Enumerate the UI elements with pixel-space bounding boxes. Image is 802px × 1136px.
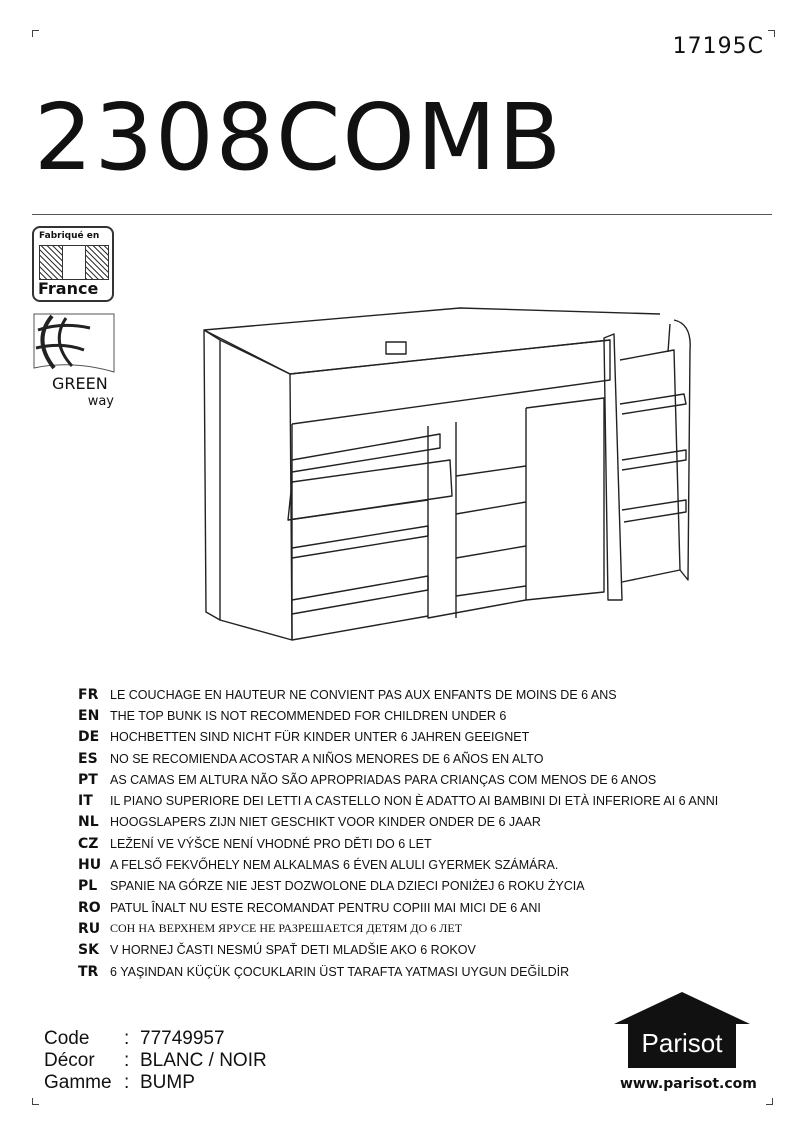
language-code: SK	[78, 942, 99, 959]
warning-text: HOOGSLAPERS ZIJN NIET GESCHIKT VOOR KINDER ONDER DE 6 JAAR	[110, 815, 541, 830]
code-row	[44, 1028, 267, 1050]
warning-row	[78, 940, 718, 961]
badge-country-label: France	[38, 279, 99, 298]
decor-value: BLANC / NOIR	[140, 1050, 267, 1071]
header-divider	[32, 214, 772, 215]
separator: :	[124, 1050, 130, 1071]
decor-label: Décor	[44, 1050, 95, 1071]
warning-text: HOCHBETTEN SIND NICHT FÜR KINDER UNTER 6 JAHREN GEEIGNET	[110, 730, 530, 745]
language-code: NL	[78, 814, 99, 831]
warning-row	[78, 918, 718, 939]
crop-mark-top-right	[768, 30, 775, 37]
warning-row	[78, 748, 718, 769]
warning-row	[78, 705, 718, 726]
made-in-france-badge	[32, 226, 114, 302]
language-code: HU	[78, 857, 102, 874]
language-code: CZ	[78, 835, 99, 852]
way-label: way	[87, 394, 114, 409]
globe-icon	[32, 312, 116, 374]
warning-row	[78, 854, 718, 875]
gamme-value: BUMP	[140, 1072, 195, 1093]
crop-mark-bottom-right	[766, 1098, 773, 1105]
warning-text: 6 YAŞINDAN KÜÇÜK ÇOCUKLARIN ÜST TARAFTA YATMASI UYGUN DEĞİLDİR	[110, 964, 570, 979]
warning-text: LE COUCHAGE EN HAUTEUR NE CONVIENT PAS AUX ENFANTS DE MOINS DE 6 ANS	[110, 687, 617, 702]
product-info	[44, 1028, 267, 1094]
warning-row	[78, 961, 718, 982]
warning-text: СОН НА ВЕРХНЕМ ЯРУСЕ НЕ РАЗРЕШАЕТСЯ ДЕТЯМ ДО 6 ЛЕТ	[110, 921, 463, 936]
warning-row	[78, 833, 718, 854]
warning-row	[78, 727, 718, 748]
warning-row	[78, 897, 718, 918]
warning-text: SPANIE NA GÓRZE NIE JEST DOZWOLONE DLA DZIECI PONIŻEJ 6 ROKU ŻYCIA	[110, 879, 585, 894]
green-label: GREEN	[52, 374, 108, 393]
bed-illustration	[200, 300, 700, 660]
warning-text: V HORNEJ ČASTI NESMÚ SPAŤ DETI MLADŠIE AKO 6 ROKOV	[110, 943, 476, 958]
warning-text: LEŽENÍ VE VÝŠCE NENÍ VHODNÉ PRO DĚTI DO 6 LET	[110, 836, 432, 851]
age-warning-list	[78, 684, 718, 982]
crop-mark-top-left	[32, 30, 39, 37]
warning-text: AS CAMAS EM ALTURA NÃO SÃO APROPRIADAS PARA CRIANÇAS COM MENOS DE 6 ANOS	[110, 772, 657, 787]
parisot-logo	[612, 990, 752, 1070]
warning-text: A FELSŐ FEKVŐHELY NEM ALKALMAS 6 ÉVEN ALULI GYERMEK SZÁMÁRA.	[110, 858, 559, 873]
warning-text: THE TOP BUNK IS NOT RECOMMENDED FOR CHILDREN UNDER 6	[110, 708, 507, 723]
language-code: TR	[78, 963, 99, 980]
language-code: ES	[78, 750, 98, 767]
language-code: RO	[78, 899, 101, 916]
language-code: RU	[78, 920, 101, 937]
gamme-label: Gamme	[44, 1072, 112, 1093]
warning-text: NO SE RECOMIENDA ACOSTAR A NIÑOS MENORES DE 6 AÑOS EN ALTO	[110, 751, 544, 766]
code-label: Code	[44, 1028, 90, 1049]
language-code: FR	[78, 686, 99, 703]
separator: :	[124, 1072, 130, 1093]
warning-row	[78, 790, 718, 811]
brand-name: Parisot	[641, 1028, 723, 1058]
gamme-row	[44, 1072, 267, 1094]
warning-text: PATUL ÎNALT NU ESTE RECOMANDAT PENTRU COPIII MAI MICI DE 6 ANI	[110, 900, 541, 915]
warning-row	[78, 876, 718, 897]
warning-row	[78, 812, 718, 833]
document-code: 17195C	[672, 34, 764, 59]
language-code: EN	[78, 707, 100, 724]
crop-mark-bottom-left	[32, 1098, 39, 1105]
green-way-logo	[32, 312, 116, 412]
model-number: 2308COMB	[34, 84, 564, 191]
code-value: 77749957	[140, 1028, 225, 1049]
badge-made-in-label: Fabriqué en	[39, 231, 100, 241]
language-code: DE	[78, 729, 100, 746]
warning-row	[78, 684, 718, 705]
brand-url: www.parisot.com	[620, 1076, 757, 1092]
warning-row	[78, 769, 718, 790]
language-code: IT	[78, 793, 93, 810]
flag-icon	[39, 245, 109, 280]
decor-row	[44, 1050, 267, 1072]
warning-text: IL PIANO SUPERIORE DEI LETTI A CASTELLO NON È ADATTO AI BAMBINI DI ETÀ INFERIORE AI 6 ANNI	[110, 794, 719, 809]
language-code: PL	[78, 878, 98, 895]
language-code: PT	[78, 771, 98, 788]
separator: :	[124, 1028, 130, 1049]
